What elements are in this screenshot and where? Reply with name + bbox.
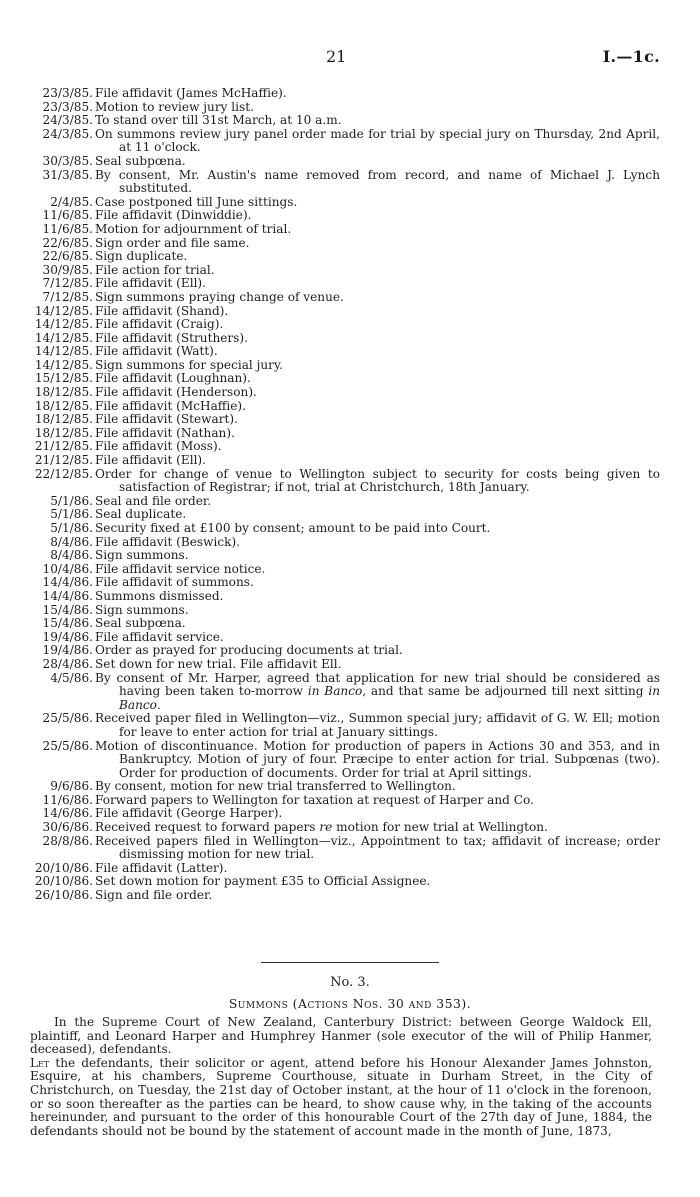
entry-date: 11/6/85. [42, 221, 93, 236]
entry-date: 8/4/86. [50, 534, 93, 549]
entry-text: File affidavit (James McHaffie). [95, 86, 287, 100]
docket-entry [30, 223, 660, 237]
docket-entry [30, 318, 660, 332]
summons-paragraph-text: the defendants, their solicitor or agent, attend before his Honour Alexander James Johnston, Esquire, at his chambers, Supreme Courthouse, situate in Durham Street, in the City of Christchurch, on Tuesday, the 21st day of October instant, at the hour of 11 o'clock in the forenoon, or so soon thereafter as the parties can be heard, to show cause why, in the taking of the accounts hereinunder, and pursuant to the order of this honourable Court of the 27th day of June, 1884, the defendants should not be bound by the statement of account made in the month of June, 1873, [30, 1055, 652, 1138]
docket-entry [30, 644, 660, 658]
entry-text: Seal subpœna. [95, 153, 186, 168]
docket-entry [30, 264, 660, 278]
entry-text: File affidavit (Watt). [95, 344, 218, 359]
entry-date: 30/9/85. [42, 262, 93, 277]
entry-text: File affidavit service. [95, 629, 224, 644]
entry-text-part: motion for new trial at Wellington. [332, 820, 548, 835]
entry-text: Order as prayed for producing documents at trial. [95, 643, 403, 658]
entry-text: File affidavit (Craig). [95, 317, 224, 332]
entry-text: Motion to review jury list. [95, 99, 254, 114]
entry-text: Seal subpœna. [95, 616, 186, 631]
court-paragraph [30, 1016, 652, 1057]
docket-entry [30, 495, 660, 509]
entry-date: 11/6/86. [42, 792, 93, 807]
entry-date: 2/4/85. [50, 194, 93, 209]
entry-text: File affidavit (Ell). [95, 276, 206, 291]
entry-text: Sign summons for special jury. [95, 357, 284, 372]
docket-entry [30, 291, 660, 305]
entry-date: 20/10/86. [34, 860, 93, 875]
entry-date: 25/5/86. [42, 711, 93, 726]
entry-text: File action for trial. [95, 262, 215, 277]
entry-date: 5/1/86. [50, 493, 93, 508]
docket-entry [30, 536, 660, 550]
docket-entry [30, 114, 660, 128]
entry-text: File affidavit (Latter). [95, 860, 228, 875]
entry-date: 24/3/85. [42, 126, 93, 141]
docket-entry [30, 672, 660, 713]
entry-text: Seal duplicate. [95, 507, 187, 522]
entry-text: Sign summons praying change of venue. [95, 289, 344, 304]
entry-text: Security fixed at £100 by consent; amount to be paid into Court. [95, 521, 491, 535]
docket-entry [30, 250, 660, 264]
entry-date: 14/4/86. [42, 588, 93, 603]
entry-text: On summons review jury panel order made for trial by special jury on Thursday, 2nd April, at 11 o'clock. [95, 126, 660, 155]
entry-date: 22/12/85. [34, 466, 93, 481]
docket-entry [30, 617, 660, 631]
entry-date: 11/6/85. [42, 208, 93, 223]
entry-date: 14/12/85. [34, 357, 93, 372]
entry-text-part: Received request to forward papers [95, 820, 320, 835]
entry-text: Summons dismissed. [95, 588, 224, 603]
document-reference: I.—1c. [602, 47, 660, 66]
docket-entry [30, 522, 660, 536]
entry-date: 24/3/85. [42, 113, 93, 128]
docket-entry [30, 590, 660, 604]
entry-text: File affidavit (Dinwiddie). [95, 208, 252, 223]
docket-entry [30, 332, 660, 346]
docket-entry [30, 87, 660, 101]
entry-text: File affidavit (Shand). [95, 303, 229, 318]
entry-text-italic: in Banco [307, 684, 363, 699]
entry-text [95, 672, 660, 713]
entry-text: Seal and file order. [95, 493, 212, 508]
entry-date: 15/12/85. [34, 371, 93, 386]
entry-text-part: . [156, 697, 161, 712]
entry-text: File affidavit (Nathan). [95, 425, 235, 440]
entry-date: 23/3/85. [42, 99, 93, 114]
entry-date: 30/3/85. [42, 153, 93, 168]
section-divider [261, 962, 439, 963]
docket-entry [30, 209, 660, 223]
entry-date: 20/10/86. [34, 874, 93, 889]
entry-text: File affidavit (Struthers). [95, 330, 248, 345]
entry-date: 4/5/86. [50, 670, 93, 685]
section-title: Summons (Actions Nos. 30 and 353). [228, 996, 472, 1011]
entry-date: 7/12/85. [42, 276, 93, 291]
docket-entry [30, 305, 660, 319]
page-number: 21 [326, 47, 347, 66]
entry-text: Set down for new trial. File affidavit Ell. [95, 656, 342, 671]
entry-text: File affidavit (Moss). [95, 439, 222, 454]
entry-text: By consent, motion for new trial transferred to Wellington. [95, 779, 456, 794]
docket-entry [30, 862, 660, 876]
entry-text: Motion of discontinuance. Motion for production of papers in Actions 30 and 353, and in Bankruptcy. Motion of jury of four. Præcipe to enter action for trial. Subpœnas (two). Order for production of documents. Order for trial at April sittings. [95, 738, 660, 780]
entry-text: File affidavit (Stewart). [95, 412, 238, 427]
docket-entry [30, 835, 660, 862]
section-number: No. 3. [330, 975, 370, 990]
docket-entry [30, 780, 660, 794]
docket-entry [30, 508, 660, 522]
entry-text: Sign order and file same. [95, 235, 250, 250]
entry-date: 21/12/85. [34, 439, 93, 454]
entry-date: 18/12/85. [34, 412, 93, 427]
entry-date: 28/4/86. [42, 656, 93, 671]
entry-text: Set down motion for payment £35 to Official Assignee. [95, 874, 431, 889]
docket-entry [30, 237, 660, 251]
docket-entry [30, 427, 660, 441]
docket-entry [30, 440, 660, 454]
entry-text: File affidavit (Beswick). [95, 534, 241, 549]
entry-text-part: , and that same be adjourned till next sitting [362, 684, 649, 699]
entry-text [95, 821, 660, 835]
summons-lead-word: Let [30, 1055, 50, 1070]
docket-entry [30, 468, 660, 495]
entry-date: 15/4/86. [42, 602, 93, 617]
entry-date: 14/12/85. [34, 330, 93, 345]
entry-date: 18/12/85. [34, 425, 93, 440]
entry-date: 19/4/86. [42, 643, 93, 658]
docket-entry [30, 889, 660, 903]
entry-date: 25/5/86. [42, 738, 93, 753]
docket-entry [30, 712, 660, 739]
docket-entries [30, 87, 660, 903]
entry-date: 5/1/86. [50, 507, 93, 522]
entry-date: 19/4/86. [42, 629, 93, 644]
entry-text: Sign duplicate. [95, 249, 188, 264]
entry-date: 10/4/86. [42, 561, 93, 576]
docket-entry [30, 794, 660, 808]
docket-entry [30, 631, 660, 645]
entry-text: File affidavit service notice. [95, 561, 266, 576]
entry-text: Sign summons. [95, 602, 189, 617]
docket-entry [30, 359, 660, 373]
entry-text: Sign summons. [95, 548, 189, 563]
entry-text: Sign and file order. [95, 888, 213, 903]
entry-text: File affidavit of summons. [95, 575, 254, 590]
docket-entry [30, 128, 660, 155]
entry-date: 14/4/86. [42, 575, 93, 590]
entry-date: 18/12/85. [34, 398, 93, 413]
entry-text: Order for change of venue to Wellington subject to security for costs being given to satisfaction of Registrar; if not, trial at Christchurch, 18th January. [95, 466, 660, 495]
docket-entry [30, 372, 660, 386]
summons-paragraph [30, 1057, 652, 1139]
docket-entry [30, 155, 660, 169]
entry-text: File affidavit (Loughnan). [95, 371, 251, 386]
entry-text: Received paper filed in Wellington—viz., Summon special jury; affidavit of G. W. Ell; motion for leave to enter action for trial at January sittings. [95, 711, 660, 739]
entry-text: By consent, Mr. Austin's name removed from record, and name of Michael J. Lynch substituted. [95, 167, 660, 196]
docket-entry [30, 400, 660, 414]
entry-date: 28/8/86. [42, 833, 93, 848]
entry-text: File affidavit (Henderson). [95, 385, 257, 400]
entry-date: 8/4/86. [50, 548, 93, 563]
docket-entry [30, 549, 660, 563]
docket-entry [30, 345, 660, 359]
entry-date: 14/12/85. [34, 303, 93, 318]
entry-date: 30/6/86. [42, 820, 93, 835]
entry-text: File affidavit (McHaffie). [95, 398, 246, 413]
entry-date: 14/6/86. [42, 806, 93, 821]
docket-entry [30, 807, 660, 821]
entry-date: 7/12/85. [42, 289, 93, 304]
entry-text-italic: re [319, 820, 333, 835]
entry-text: Motion for adjournment of trial. [95, 221, 292, 236]
entry-date: 18/12/85. [34, 385, 93, 400]
docket-entry [30, 277, 660, 291]
entry-date: 23/3/85. [42, 86, 93, 100]
docket-entry [30, 413, 660, 427]
docket-entry [30, 658, 660, 672]
docket-entry [30, 875, 660, 889]
entry-text: Case postponed till June sittings. [95, 194, 298, 209]
entry-date: 15/4/86. [42, 616, 93, 631]
docket-entry [30, 454, 660, 468]
docket-entry [30, 386, 660, 400]
entry-date: 26/10/86. [34, 888, 93, 903]
entry-date: 22/6/85. [42, 249, 93, 264]
docket-entry [30, 576, 660, 590]
entry-text: File affidavit (Ell). [95, 453, 206, 468]
entry-date: 14/12/85. [34, 344, 93, 359]
entry-date: 14/12/85. [34, 317, 93, 332]
docket-entry [30, 169, 660, 196]
entry-text-italic: in Banco [119, 684, 661, 712]
court-paragraph-text: In the Supreme Court of New Zealand, Canterbury District: between George Waldock Ell, plaintiff, and Leonard Harper and Humphrey Hanmer (sole executor of the will of Philip Hanmer, deceased), defendants. [30, 1015, 652, 1057]
entry-text-part: By consent of Mr. Harper, agreed that application for new trial should be considered as having been taken to-morrow [95, 670, 660, 699]
entry-text: Received papers filed in Wellington—viz., Appointment to tax; affidavit of increase; order dismissing motion for new trial. [95, 833, 660, 862]
docket-entry [30, 563, 660, 577]
docket-entry [30, 101, 660, 115]
entry-text: To stand over till 31st March, at 10 a.m. [95, 113, 342, 128]
entry-text: File affidavit (George Harper). [95, 806, 283, 821]
entry-date: 31/3/85. [42, 167, 93, 182]
docket-entry [30, 821, 660, 835]
entry-date: 9/6/86. [50, 779, 93, 794]
docket-entry [30, 196, 660, 210]
entry-date: 22/6/85. [42, 235, 93, 250]
entry-date: 5/1/86. [50, 521, 93, 535]
docket-entry [30, 604, 660, 618]
docket-entry [30, 740, 660, 781]
entry-date: 21/12/85. [34, 453, 93, 468]
summons-body [30, 1016, 652, 1138]
entry-text: Forward papers to Wellington for taxation at request of Harper and Co. [95, 792, 534, 807]
